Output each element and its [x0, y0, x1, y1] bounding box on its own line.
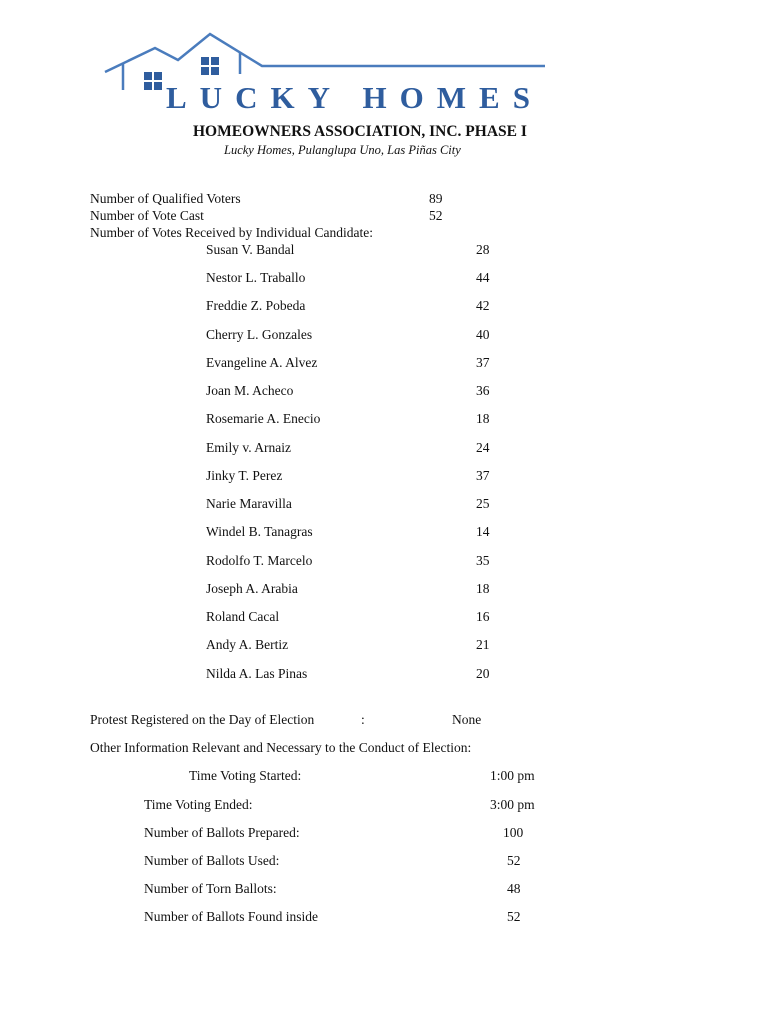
candidate-name: Cherry L. Gonzales — [206, 327, 313, 342]
candidate-name: Evangeline A. Alvez — [206, 355, 318, 370]
candidate-votes: 35 — [476, 553, 490, 568]
candidate-votes: 20 — [476, 666, 490, 681]
candidate-votes: 18 — [476, 581, 490, 596]
candidate-votes: 25 — [476, 496, 490, 511]
association-address: Lucky Homes, Pulanglupa Uno, Las Piñas City — [224, 143, 461, 157]
candidate-votes: 36 — [476, 383, 490, 398]
candidate-name: Windel B. Tanagras — [206, 524, 313, 539]
candidate-votes: 16 — [476, 609, 490, 624]
candidate-name: Nilda A. Las Pinas — [206, 666, 308, 681]
protest-value: None — [452, 712, 482, 727]
time-started-value: 1:00 pm — [490, 768, 535, 783]
candidate-votes: 37 — [476, 355, 490, 370]
candidate-name: Nestor L. Traballo — [206, 270, 306, 285]
ballots-prepared-label: Number of Ballots Prepared: — [144, 825, 300, 840]
candidate-name: Emily v. Arnaiz — [206, 440, 291, 455]
candidate-name: Rosemarie A. Enecio — [206, 411, 321, 426]
candidate-votes: 40 — [476, 327, 490, 342]
candidate-name: Jinky T. Perez — [206, 468, 283, 483]
ballots-found-value: 52 — [507, 909, 521, 924]
time-ended-value: 3:00 pm — [490, 797, 535, 812]
votes-cast-label: Number of Vote Cast — [90, 208, 204, 223]
protest-label: Protest Registered on the Day of Election — [90, 712, 315, 727]
candidate-name: Joan M. Acheco — [206, 383, 294, 398]
candidate-votes: 24 — [476, 440, 490, 455]
ballots-prepared-value: 100 — [503, 825, 524, 840]
other-info-heading: Other Information Relevant and Necessary to the Conduct of Election: — [90, 740, 472, 755]
candidate-name: Rodolfo T. Marcelo — [206, 553, 313, 568]
candidate-votes: 42 — [476, 298, 490, 313]
ballots-found-label: Number of Ballots Found inside — [144, 909, 318, 924]
torn-ballots-value: 48 — [507, 881, 521, 896]
candidate-name: Andy A. Bertiz — [206, 637, 289, 652]
candidate-name: Roland Cacal — [206, 609, 280, 624]
candidate-votes: 37 — [476, 468, 490, 483]
candidate-votes: 44 — [476, 270, 490, 285]
candidate-votes: 21 — [476, 637, 490, 652]
qualified-voters-label: Number of Qualified Voters — [90, 191, 241, 206]
votes-received-label: Number of Votes Received by Individual Candidate: — [90, 225, 373, 240]
candidate-name: Joseph A. Arabia — [206, 581, 298, 596]
ballots-used-label: Number of Ballots Used: — [144, 853, 280, 868]
torn-ballots-label: Number of Torn Ballots: — [144, 881, 277, 896]
candidate-name: Susan V. Bandal — [206, 242, 295, 257]
candidate-name: Freddie Z. Pobeda — [206, 298, 306, 313]
brand-title: LUCKY HOMES — [166, 80, 543, 115]
association-name: HOMEOWNERS ASSOCIATION, INC. PHASE I — [193, 123, 527, 140]
candidate-votes: 28 — [476, 242, 490, 257]
protest-colon: : — [361, 712, 365, 727]
time-started-label: Time Voting Started: — [189, 768, 302, 783]
votes-cast-value: 52 — [429, 208, 443, 223]
time-ended-label: Time Voting Ended: — [144, 797, 253, 812]
ballots-used-value: 52 — [507, 853, 521, 868]
candidate-votes: 18 — [476, 411, 490, 426]
qualified-voters-value: 89 — [429, 191, 443, 206]
candidate-name: Narie Maravilla — [206, 496, 292, 511]
candidate-votes: 14 — [476, 524, 490, 539]
